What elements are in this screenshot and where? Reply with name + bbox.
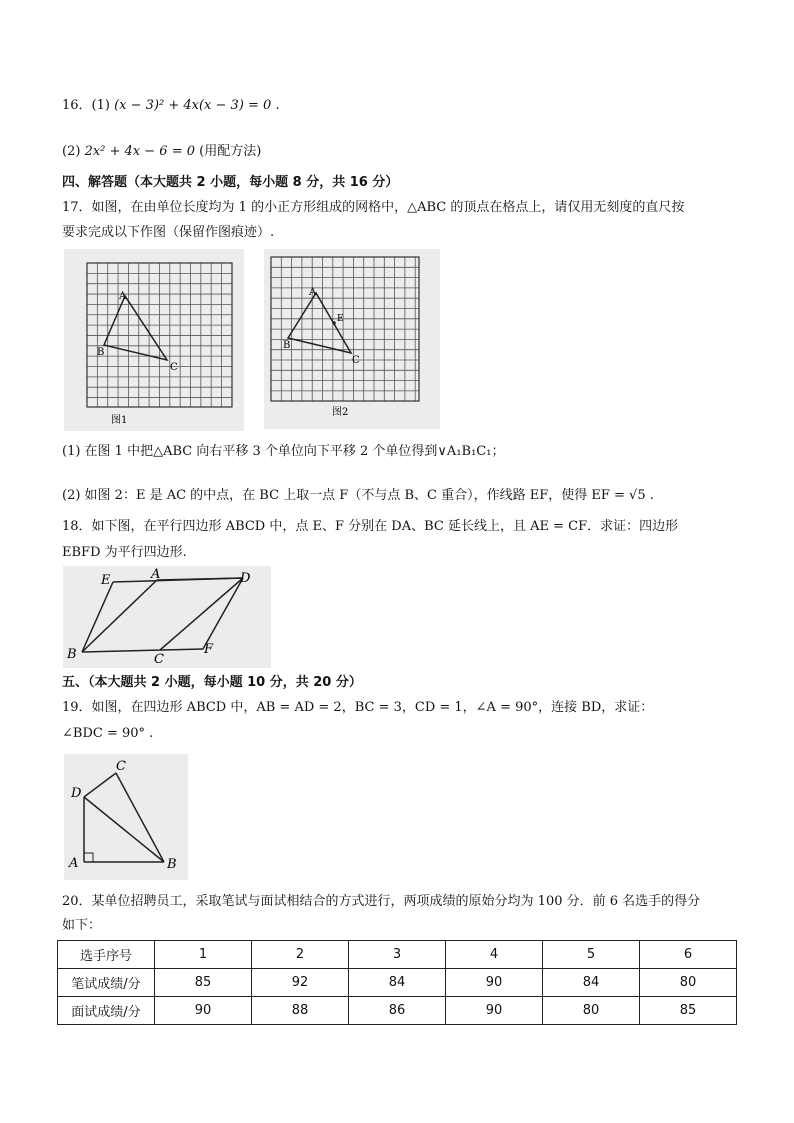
point-e — [332, 321, 336, 325]
table-cell: 2 — [252, 941, 349, 969]
table-cell: 92 — [252, 969, 349, 997]
q17-text-line1: 17．如图，在由单位长度均为 1 的小正方形组成的网格中，△ABC 的顶点在格点上，请仅用无刻度的直尺按 — [62, 200, 685, 215]
right-angle-mark — [84, 853, 93, 862]
table-cell: 84 — [543, 969, 640, 997]
table-cell: 85 — [155, 969, 252, 997]
q20-text-line2: 如下： — [62, 918, 102, 933]
label-a: A — [119, 291, 127, 302]
label-b: B — [97, 347, 105, 358]
q18-figure — [63, 566, 271, 668]
table-cell: 88 — [252, 997, 349, 1025]
table-cell: 80 — [640, 969, 737, 997]
table-cell: 1 — [155, 941, 252, 969]
label-a: A — [69, 856, 79, 871]
segment-ad — [157, 578, 243, 580]
table-row — [58, 969, 737, 997]
q18-figure-svg — [63, 566, 271, 668]
segment-dc — [84, 773, 116, 797]
q20-text-line1: 20．某单位招聘员工，采取笔试与面试相结合的方式进行，两项成绩的原始分均为 100 分．前 6 名选手的得分 — [62, 894, 701, 909]
label-b: B — [283, 340, 291, 351]
section5-heading: 五、（本大题共 2 小题，每小题 10 分，共 20 分） — [62, 675, 362, 690]
table-row — [58, 997, 737, 1025]
fig1-caption: 图1 — [111, 415, 128, 426]
q16-part2-note: (用配方法) — [199, 144, 262, 159]
label-c: C — [352, 355, 360, 366]
q17-text-line2: 要求完成以下作图（保留作图痕迹）. — [62, 225, 275, 240]
fig2-caption: 图2 — [332, 407, 349, 418]
segment-cb — [116, 773, 164, 862]
table-cell: 86 — [349, 997, 446, 1025]
q17-part2: (2) 如图 2：E 是 AC 的中点，在 BC 上取一点 F（不与点 B、C 重合），作线路 EF，使得 EF = √5 . — [62, 488, 654, 503]
table-cell: 84 — [349, 969, 446, 997]
q17-figure2 — [264, 249, 440, 429]
segment-eb — [82, 582, 113, 652]
q16-part2-expression: 2x² + 4x − 6 = 0 — [84, 144, 195, 159]
table-cell: 85 — [640, 997, 737, 1025]
q17-figure1 — [64, 249, 244, 431]
table-cell: 5 — [543, 941, 640, 969]
table-cell: 90 — [446, 969, 543, 997]
table-cell: 3 — [349, 941, 446, 969]
label-a: A — [151, 567, 161, 582]
label-b: B — [167, 857, 177, 872]
q17-figure1-svg — [64, 249, 244, 431]
q16-part1 — [62, 97, 280, 115]
row-header: 选手序号 — [58, 941, 155, 969]
table-cell: 6 — [640, 941, 737, 969]
label-c: C — [170, 362, 178, 373]
q17-part1: (1) 在图 1 中把△ABC 向右平移 3 个单位向下平移 2 个单位得到∨A₁B₁C₁； — [62, 444, 505, 459]
q16-part2 — [62, 143, 261, 161]
section4-heading: 四、解答题（本大题共 2 小题，每小题 8 分，共 16 分） — [62, 175, 399, 190]
q19-text-line2: ∠BDC = 90° . — [62, 726, 154, 741]
segment-df — [203, 578, 243, 649]
q16-part1-expression: (x − 3)² + 4x(x − 3) = 0 . — [114, 98, 280, 113]
q19-text-line1: 19．如图，在四边形 ABCD 中，AB = AD = 2，BC = 3，CD = 1，∠A = 90°，连接 BD，求证： — [62, 700, 654, 715]
q16-part1-label: 16．(1) — [62, 98, 110, 113]
label-b: B — [67, 647, 77, 662]
table-row — [58, 941, 737, 969]
q18-text-line1: 18．如下图，在平行四边形 ABCD 中，点 E、F 分别在 DA、BC 延长线上，且 AE = CF．求证：四边形 — [62, 519, 679, 534]
table-cell: 90 — [446, 997, 543, 1025]
segment-db — [84, 797, 164, 862]
label-c: C — [116, 759, 126, 774]
label-c: C — [154, 652, 164, 667]
label-d: D — [71, 786, 82, 801]
q19-figure-svg — [64, 754, 188, 880]
label-a: A — [309, 287, 317, 298]
segment-bf — [82, 649, 203, 652]
table-cell: 4 — [446, 941, 543, 969]
label-e: E — [101, 573, 111, 588]
table-cell: 90 — [155, 997, 252, 1025]
row-header: 面试成绩/分 — [58, 997, 155, 1025]
q17-figure2-svg — [264, 249, 440, 429]
row-header: 笔试成绩/分 — [58, 969, 155, 997]
label-d: D — [240, 571, 251, 586]
label-e: E — [337, 314, 344, 324]
score-table — [57, 940, 737, 1025]
q16-part2-label: (2) — [62, 144, 81, 159]
q18-text-line2: EBFD 为平行四边形. — [62, 545, 187, 560]
segment-ba — [82, 580, 157, 652]
label-f: F — [204, 642, 214, 657]
segment-dc — [160, 578, 243, 650]
q19-figure — [64, 754, 188, 880]
table-cell: 80 — [543, 997, 640, 1025]
triangle-abc — [104, 296, 167, 360]
